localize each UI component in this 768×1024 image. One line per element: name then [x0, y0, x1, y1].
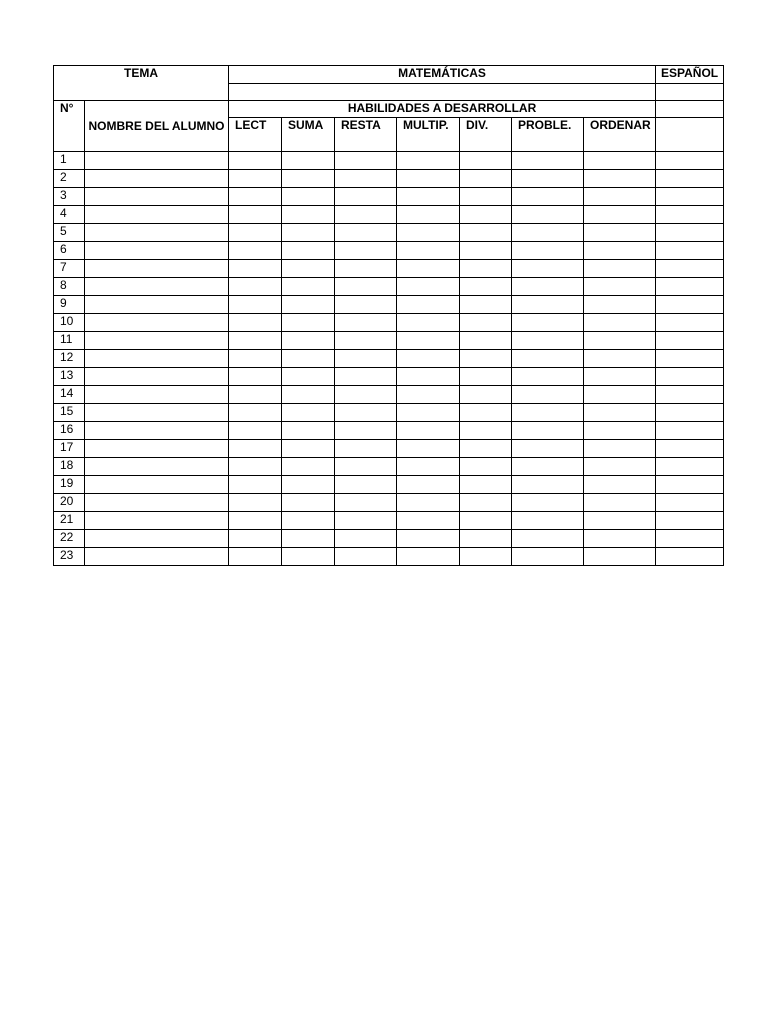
espanol-cell[interactable]	[656, 494, 724, 512]
nombre-alumno-header: NOMBRE DEL ALUMNO	[85, 101, 229, 152]
student-name-cell[interactable]	[85, 224, 229, 242]
skill-cell[interactable]	[229, 386, 282, 404]
espanol-skill-header	[656, 118, 724, 152]
skill-cell[interactable]	[282, 152, 335, 170]
skill-cell[interactable]	[584, 206, 656, 224]
table-row	[54, 152, 724, 170]
skill-cell[interactable]	[512, 206, 584, 224]
skill-cell[interactable]	[229, 188, 282, 206]
skill-header-suma: SUMA	[282, 118, 335, 152]
skill-cell[interactable]	[512, 296, 584, 314]
row-number: 15	[54, 404, 85, 422]
skill-cell[interactable]	[282, 530, 335, 548]
table-row	[54, 404, 724, 422]
skill-cell[interactable]	[229, 476, 282, 494]
skill-cell[interactable]	[229, 350, 282, 368]
skill-cell[interactable]	[335, 548, 397, 566]
skill-cell[interactable]	[460, 476, 512, 494]
student-name-cell[interactable]	[85, 260, 229, 278]
skill-cell[interactable]	[335, 314, 397, 332]
skill-cell[interactable]	[584, 152, 656, 170]
skill-cell[interactable]	[460, 404, 512, 422]
espanol-cell[interactable]	[656, 152, 724, 170]
skill-cell[interactable]	[282, 224, 335, 242]
row-number: 17	[54, 440, 85, 458]
student-name-cell[interactable]	[85, 404, 229, 422]
skill-cell[interactable]	[282, 494, 335, 512]
skill-cell[interactable]	[460, 278, 512, 296]
student-name-cell[interactable]	[85, 242, 229, 260]
row-number: 6	[54, 242, 85, 260]
skill-cell[interactable]	[512, 152, 584, 170]
espanol-cell[interactable]	[656, 278, 724, 296]
table-row	[54, 296, 724, 314]
skill-cell[interactable]	[460, 512, 512, 530]
skill-cell[interactable]	[282, 476, 335, 494]
skill-header-ordenar: ORDENAR	[584, 118, 656, 152]
skill-header-proble: PROBLE.	[512, 118, 584, 152]
skill-cell[interactable]	[397, 422, 460, 440]
espanol-cell[interactable]	[656, 260, 724, 278]
skill-cell[interactable]	[584, 404, 656, 422]
skill-cell[interactable]	[282, 422, 335, 440]
skill-cell[interactable]	[229, 440, 282, 458]
skill-cell[interactable]	[282, 404, 335, 422]
espanol-cell[interactable]	[656, 206, 724, 224]
student-name-cell[interactable]	[85, 350, 229, 368]
skill-cell[interactable]	[584, 368, 656, 386]
matematicas-header: MATEMÁTICAS	[229, 66, 656, 84]
skill-cell[interactable]	[460, 548, 512, 566]
skill-cell[interactable]	[282, 350, 335, 368]
student-name-cell[interactable]	[85, 548, 229, 566]
skill-cell[interactable]	[229, 170, 282, 188]
skill-cell[interactable]	[460, 494, 512, 512]
skill-cell[interactable]	[229, 404, 282, 422]
student-name-cell[interactable]	[85, 368, 229, 386]
table-row	[54, 224, 724, 242]
table-row	[54, 422, 724, 440]
skill-cell[interactable]	[229, 242, 282, 260]
table-row	[54, 368, 724, 386]
table-row	[54, 476, 724, 494]
skill-cell[interactable]	[397, 548, 460, 566]
skill-cell[interactable]	[335, 494, 397, 512]
row-number: 14	[54, 386, 85, 404]
skill-cell[interactable]	[229, 314, 282, 332]
skill-cell[interactable]	[584, 296, 656, 314]
skill-header-div: DIV.	[460, 118, 512, 152]
espanol-cell[interactable]	[656, 422, 724, 440]
skill-cell[interactable]	[282, 314, 335, 332]
skill-cell[interactable]	[335, 152, 397, 170]
skill-cell[interactable]	[397, 224, 460, 242]
skill-cell[interactable]	[584, 260, 656, 278]
skill-cell[interactable]	[460, 386, 512, 404]
skill-cell[interactable]	[460, 530, 512, 548]
espanol-cell[interactable]	[656, 386, 724, 404]
espanol-cell[interactable]	[656, 548, 724, 566]
skill-cell[interactable]	[335, 170, 397, 188]
skill-cell[interactable]	[460, 242, 512, 260]
skill-cell[interactable]	[335, 332, 397, 350]
skill-cell[interactable]	[460, 440, 512, 458]
skill-cell[interactable]	[460, 332, 512, 350]
skill-cell[interactable]	[584, 224, 656, 242]
skill-cell[interactable]	[512, 278, 584, 296]
skill-cell[interactable]	[460, 368, 512, 386]
skill-cell[interactable]	[584, 458, 656, 476]
student-name-cell[interactable]	[85, 512, 229, 530]
table-row	[54, 494, 724, 512]
row-number: 21	[54, 512, 85, 530]
skill-cell[interactable]	[584, 512, 656, 530]
student-name-cell[interactable]	[85, 332, 229, 350]
student-name-cell[interactable]	[85, 296, 229, 314]
skill-cell[interactable]	[584, 494, 656, 512]
espanol-cell[interactable]	[656, 512, 724, 530]
espanol-cell[interactable]	[656, 458, 724, 476]
table-row	[54, 260, 724, 278]
row-number: 20	[54, 494, 85, 512]
row-number: 19	[54, 476, 85, 494]
student-name-cell[interactable]	[85, 206, 229, 224]
skill-cell[interactable]	[512, 386, 584, 404]
student-name-cell[interactable]	[85, 476, 229, 494]
skill-cell[interactable]	[397, 152, 460, 170]
skill-cell[interactable]	[397, 440, 460, 458]
row-number: 7	[54, 260, 85, 278]
skills-table	[53, 65, 724, 566]
student-name-cell[interactable]	[85, 386, 229, 404]
tema-espanol-cell[interactable]	[656, 84, 724, 101]
skill-cell[interactable]	[584, 278, 656, 296]
row-number: 23	[54, 548, 85, 566]
espanol-cell[interactable]	[656, 530, 724, 548]
skill-cell[interactable]	[335, 224, 397, 242]
row-number: 11	[54, 332, 85, 350]
numero-header: N°	[54, 101, 85, 152]
table-row	[54, 512, 724, 530]
skill-cell[interactable]	[282, 332, 335, 350]
skill-cell[interactable]	[512, 224, 584, 242]
skill-cell[interactable]	[584, 440, 656, 458]
skill-cell[interactable]	[335, 386, 397, 404]
skill-cell[interactable]	[460, 206, 512, 224]
skill-cell[interactable]	[584, 332, 656, 350]
skill-cell[interactable]	[512, 458, 584, 476]
skill-cell[interactable]	[584, 386, 656, 404]
espanol-header: ESPAÑOL	[656, 66, 724, 84]
skill-cell[interactable]	[397, 242, 460, 260]
row-number: 16	[54, 422, 85, 440]
student-name-cell[interactable]	[85, 188, 229, 206]
skill-cell[interactable]	[512, 242, 584, 260]
header-row-skills-title	[54, 101, 724, 118]
skill-cell[interactable]	[229, 422, 282, 440]
table-row	[54, 242, 724, 260]
skill-cell[interactable]	[584, 242, 656, 260]
skill-cell[interactable]	[397, 170, 460, 188]
skill-cell[interactable]	[460, 314, 512, 332]
skill-cell[interactable]	[229, 206, 282, 224]
skill-cell[interactable]	[397, 188, 460, 206]
skill-cell[interactable]	[512, 368, 584, 386]
skill-cell[interactable]	[335, 458, 397, 476]
skill-cell[interactable]	[335, 530, 397, 548]
row-number: 12	[54, 350, 85, 368]
skill-cell[interactable]	[397, 332, 460, 350]
skill-cell[interactable]	[282, 458, 335, 476]
skill-cell[interactable]	[335, 440, 397, 458]
skill-cell[interactable]	[229, 152, 282, 170]
skill-cell[interactable]	[335, 422, 397, 440]
skill-cell[interactable]	[282, 386, 335, 404]
table-row	[54, 332, 724, 350]
row-number: 22	[54, 530, 85, 548]
student-name-cell[interactable]	[85, 494, 229, 512]
skill-cell[interactable]	[282, 242, 335, 260]
tema-matematicas-cell[interactable]	[229, 84, 656, 101]
skill-cell[interactable]	[282, 260, 335, 278]
table-row	[54, 188, 724, 206]
skill-cell[interactable]	[397, 206, 460, 224]
skill-cell[interactable]	[335, 188, 397, 206]
skill-cell[interactable]	[460, 296, 512, 314]
evaluation-sheet	[53, 65, 723, 566]
skill-cell[interactable]	[460, 458, 512, 476]
row-number: 5	[54, 224, 85, 242]
skill-cell[interactable]	[512, 404, 584, 422]
skill-cell[interactable]	[397, 494, 460, 512]
row-number: 3	[54, 188, 85, 206]
skill-cell[interactable]	[282, 368, 335, 386]
skill-cell[interactable]	[229, 278, 282, 296]
student-name-cell[interactable]	[85, 152, 229, 170]
skill-cell[interactable]	[460, 170, 512, 188]
skill-header-resta: RESTA	[335, 118, 397, 152]
skill-cell[interactable]	[335, 368, 397, 386]
skill-header-lect: LECT	[229, 118, 282, 152]
skill-cell[interactable]	[512, 350, 584, 368]
skill-cell[interactable]	[584, 530, 656, 548]
table-row	[54, 278, 724, 296]
student-name-cell[interactable]	[85, 170, 229, 188]
skill-cell[interactable]	[512, 512, 584, 530]
student-name-cell[interactable]	[85, 422, 229, 440]
table-row	[54, 350, 724, 368]
skill-cell[interactable]	[282, 512, 335, 530]
skill-cell[interactable]	[397, 368, 460, 386]
skill-cell[interactable]	[397, 260, 460, 278]
skill-cell[interactable]	[512, 170, 584, 188]
espanol-cell[interactable]	[656, 242, 724, 260]
skill-cell[interactable]	[229, 494, 282, 512]
skill-cell[interactable]	[335, 242, 397, 260]
skill-cell[interactable]	[460, 224, 512, 242]
skill-cell[interactable]	[335, 278, 397, 296]
espanol-cell[interactable]	[656, 170, 724, 188]
row-number: 4	[54, 206, 85, 224]
skill-cell[interactable]	[335, 296, 397, 314]
skill-cell[interactable]	[397, 296, 460, 314]
skill-cell[interactable]	[335, 206, 397, 224]
skill-cell[interactable]	[229, 332, 282, 350]
skill-cell[interactable]	[229, 458, 282, 476]
table-row	[54, 314, 724, 332]
table-row	[54, 170, 724, 188]
skill-cell[interactable]	[229, 296, 282, 314]
skill-cell[interactable]	[397, 314, 460, 332]
espanol-cell[interactable]	[656, 314, 724, 332]
table-row	[54, 386, 724, 404]
skill-cell[interactable]	[282, 440, 335, 458]
skill-cell[interactable]	[460, 152, 512, 170]
skill-cell[interactable]	[397, 278, 460, 296]
skill-cell[interactable]	[335, 476, 397, 494]
skill-cell[interactable]	[229, 368, 282, 386]
row-number: 18	[54, 458, 85, 476]
espanol-cell[interactable]	[656, 350, 724, 368]
espanol-cell[interactable]	[656, 332, 724, 350]
table-row	[54, 458, 724, 476]
skill-cell[interactable]	[512, 494, 584, 512]
espanol-cell[interactable]	[656, 440, 724, 458]
skill-cell[interactable]	[460, 350, 512, 368]
espanol-cell[interactable]	[656, 224, 724, 242]
espanol-cell[interactable]	[656, 476, 724, 494]
skill-cell[interactable]	[512, 332, 584, 350]
skill-cell[interactable]	[584, 476, 656, 494]
skill-cell[interactable]	[397, 530, 460, 548]
skill-cell[interactable]	[460, 422, 512, 440]
student-name-cell[interactable]	[85, 440, 229, 458]
skill-cell[interactable]	[584, 548, 656, 566]
skill-cell[interactable]	[335, 260, 397, 278]
table-row	[54, 530, 724, 548]
espanol-cell[interactable]	[656, 296, 724, 314]
skill-cell[interactable]	[460, 188, 512, 206]
skill-cell[interactable]	[229, 530, 282, 548]
skill-cell[interactable]	[512, 422, 584, 440]
skill-cell[interactable]	[335, 512, 397, 530]
table-row	[54, 548, 724, 566]
skill-cell[interactable]	[397, 404, 460, 422]
skill-cell[interactable]	[282, 170, 335, 188]
skill-cell[interactable]	[512, 530, 584, 548]
skill-cell[interactable]	[584, 422, 656, 440]
skill-cell[interactable]	[282, 548, 335, 566]
skill-cell[interactable]	[282, 206, 335, 224]
table-row	[54, 440, 724, 458]
skill-cell[interactable]	[584, 188, 656, 206]
skill-cell[interactable]	[282, 188, 335, 206]
espanol-cell[interactable]	[656, 404, 724, 422]
student-name-cell[interactable]	[85, 314, 229, 332]
skill-cell[interactable]	[460, 260, 512, 278]
skill-cell[interactable]	[584, 350, 656, 368]
skill-cell[interactable]	[282, 278, 335, 296]
skill-cell[interactable]	[229, 260, 282, 278]
tema-header: TEMA	[54, 66, 229, 101]
skill-cell[interactable]	[512, 476, 584, 494]
skill-cell[interactable]	[512, 188, 584, 206]
skill-cell[interactable]	[512, 314, 584, 332]
row-number: 1	[54, 152, 85, 170]
student-name-cell[interactable]	[85, 530, 229, 548]
skill-cell[interactable]	[397, 476, 460, 494]
skill-header-multip: MULTIP.	[397, 118, 460, 152]
espanol-cell[interactable]	[656, 368, 724, 386]
skill-cell[interactable]	[512, 260, 584, 278]
skill-cell[interactable]	[335, 350, 397, 368]
student-name-cell[interactable]	[85, 278, 229, 296]
skill-cell[interactable]	[512, 548, 584, 566]
skill-cell[interactable]	[335, 404, 397, 422]
skill-cell[interactable]	[397, 350, 460, 368]
row-number: 10	[54, 314, 85, 332]
row-number: 13	[54, 368, 85, 386]
espanol-skills-title-cell	[656, 101, 724, 118]
skill-cell[interactable]	[397, 458, 460, 476]
table-row	[54, 206, 724, 224]
skill-cell[interactable]	[229, 512, 282, 530]
skill-cell[interactable]	[584, 170, 656, 188]
espanol-cell[interactable]	[656, 188, 724, 206]
row-number: 2	[54, 170, 85, 188]
skill-cell[interactable]	[229, 224, 282, 242]
header-row-subjects	[54, 66, 724, 84]
row-number: 9	[54, 296, 85, 314]
skill-cell[interactable]	[397, 386, 460, 404]
skill-cell[interactable]	[512, 440, 584, 458]
skill-cell[interactable]	[229, 548, 282, 566]
skill-cell[interactable]	[584, 314, 656, 332]
row-number: 8	[54, 278, 85, 296]
skill-cell[interactable]	[282, 296, 335, 314]
student-name-cell[interactable]	[85, 458, 229, 476]
habilidades-header: HABILIDADES A DESARROLLAR	[229, 101, 656, 118]
skill-cell[interactable]	[397, 512, 460, 530]
